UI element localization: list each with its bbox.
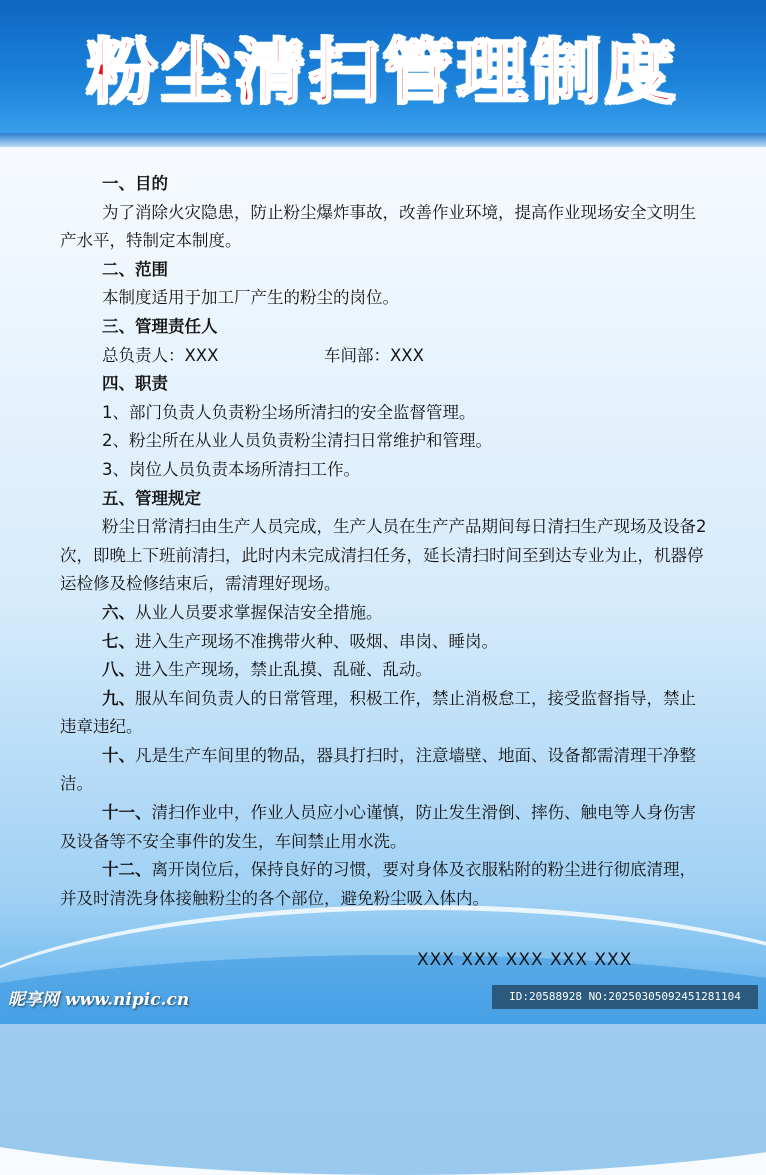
rule-text: 进入生产现场不准携带火种、吸烟、串岗、睡岗。 xyxy=(135,631,498,651)
signature-line: XXX XXX XXX XXX XXX xyxy=(417,950,633,970)
rule-text: 进入生产现场，禁止乱摸、乱碰、乱动。 xyxy=(135,660,432,680)
rule-text: 凡是生产车间里的物品，器具打扫时，注意墙壁、地面、设备都需清理干净整洁。 xyxy=(60,745,696,794)
rule-item xyxy=(60,656,712,685)
rule-item xyxy=(60,628,712,657)
duty-item: 2、粉尘所在从业人员负责粉尘清扫日常维护和管理。 xyxy=(102,431,492,451)
wave-line-decoration xyxy=(0,905,766,1170)
section-text-scope: 本制度适用于加工厂产生的粉尘的岗位。 xyxy=(102,288,399,308)
image-id-bar: ID:20588928 NO:20250305092451281104 xyxy=(492,985,758,1009)
section-heading-responsible: 三、管理责任人 xyxy=(102,316,218,336)
rule-text: 离开岗位后，保持良好的习惯，要对身体及衣服粘附的粉尘进行彻底清理，并及时清洗身体接触粉尘的各个部位，避免粉尘吸入体内。 xyxy=(60,860,696,908)
site-watermark: 昵享网 www.nipic.cn xyxy=(8,990,190,1010)
rule-number: 十、 xyxy=(102,745,135,765)
section-heading-duties: 四、职责 xyxy=(102,374,168,394)
rule-item xyxy=(60,856,712,913)
header-divider xyxy=(0,133,766,147)
rule-number: 九、 xyxy=(102,688,135,708)
section-heading-rules: 五、管理规定 xyxy=(102,488,201,508)
rule-text: 从业人员要求掌握保洁安全措施。 xyxy=(135,602,383,622)
rule-number: 七、 xyxy=(102,631,135,651)
rule-text: 服从车间负责人的日常管理，积极工作，禁止消极怠工，接受监督指导，禁止违章违纪。 xyxy=(60,688,696,737)
rule-number: 十二、 xyxy=(102,860,152,880)
duty-item: 3、岗位人员负责本场所清扫工作。 xyxy=(102,459,360,479)
rule-text: 清扫作业中，作业人员应小心谨慎，防止发生滑倒、摔伤、触电等人身伤害及设备等不安全事件的发生，车间禁止用水洗。 xyxy=(60,803,696,851)
responsible-row xyxy=(60,342,712,371)
section-heading-purpose: 一、目的 xyxy=(102,174,168,193)
duty-item: 1、部门负责人负责粉尘场所清扫的安全监督管理。 xyxy=(102,402,476,422)
page-title: 粉尘清扫管理制度 xyxy=(87,31,679,113)
rule-number: 八、 xyxy=(102,660,135,680)
regulation-body xyxy=(60,170,712,913)
section-heading-scope: 二、范围 xyxy=(102,259,168,279)
rule-item xyxy=(60,742,712,799)
rule-number: 六、 xyxy=(102,602,135,622)
rule-item xyxy=(60,599,712,628)
rule-item xyxy=(60,685,712,742)
section-text-rules: 粉尘日常清扫由生产人员完成，生产人员在生产产品期间每日清扫生产现场及设备2次，即晚上下班前清扫，此时内未完成清扫任务，延长清扫时间至到达专业为止，机器停运检修及检修结束后，需清理好现场。 xyxy=(60,517,707,594)
rule-number: 十一、 xyxy=(102,803,152,823)
section-text-purpose: 为了消除火灾隐患，防止粉尘爆炸事故，改善作业环境，提高作业现场安全文明生产水平，特制定本制度。 xyxy=(60,202,696,251)
rule-item xyxy=(60,799,712,856)
workshop-responsible: 车间部：XXX xyxy=(324,345,424,365)
chief-responsible: 总负责人：XXX xyxy=(102,345,219,365)
